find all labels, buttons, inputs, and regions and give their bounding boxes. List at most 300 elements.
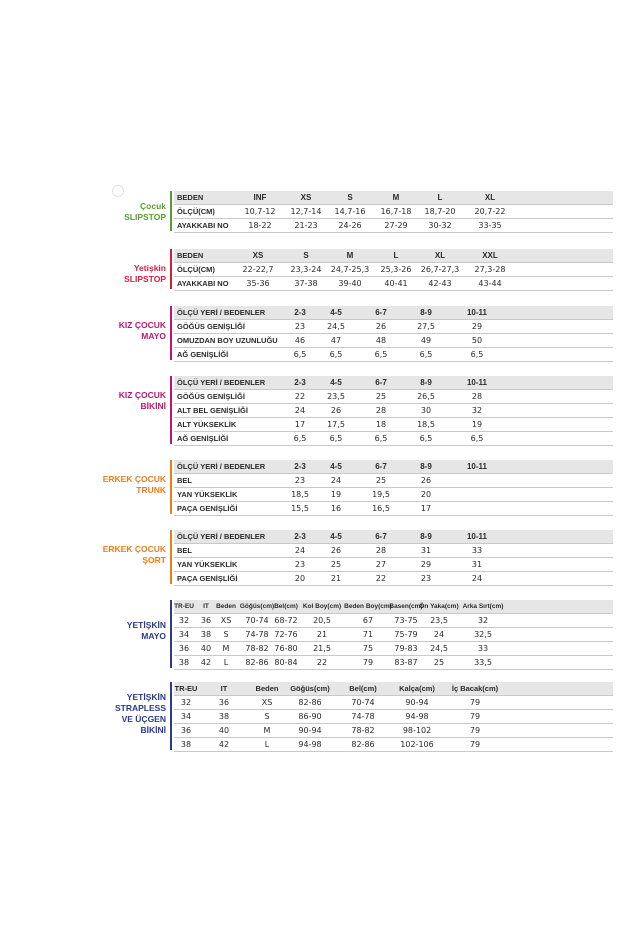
table-cell: 24,7-25,3 (330, 265, 370, 274)
table-row (174, 320, 613, 334)
table-cell: 70-74 (245, 616, 269, 625)
header-cell: M (346, 251, 354, 260)
header-cell: 6-7 (375, 462, 387, 471)
table-cell: 33 (477, 644, 489, 653)
table-cell: 20 (294, 574, 306, 583)
table-row (174, 642, 613, 656)
table-cell: 30 (420, 406, 432, 415)
table-cell: 6,5 (470, 350, 484, 359)
table-row (174, 572, 613, 586)
header-cell: 10-11 (466, 462, 488, 471)
section-label (100, 544, 166, 566)
table-cell: 24 (294, 546, 306, 555)
table-cell: 6,5 (374, 434, 388, 443)
table-cell: 26 (420, 476, 432, 485)
header-cell: Bel(cm) (349, 684, 377, 693)
table-header-row (174, 249, 613, 263)
table-header-row (174, 376, 613, 390)
table-cell: 15,5 (291, 504, 309, 513)
table-cell: 67 (362, 616, 374, 625)
header-cell: Ön Yaka(cm) (419, 603, 459, 610)
section-yetiskin-mayo (100, 600, 520, 670)
accent-bar (170, 600, 172, 668)
accent-bar (170, 306, 172, 360)
table-cell: BEL (177, 476, 192, 485)
table-cell: 26,5 (417, 392, 435, 401)
table-cell: AĞ GENİŞLİĞİ (177, 434, 229, 443)
table-cell: 24,5 (430, 644, 448, 653)
table-cell: 21 (316, 630, 328, 639)
table-cell: GÖĞÜS GENİŞLİĞİ (177, 322, 245, 331)
label-line: SLIPSTOP (124, 274, 166, 284)
header-cell: M (392, 193, 400, 202)
header-cell: XL (484, 193, 496, 202)
table-cell: 25 (330, 560, 342, 569)
table-cell: 46 (294, 336, 306, 345)
table-cell: 36 (178, 644, 190, 653)
table-cell: 25 (433, 658, 445, 667)
table-cell: 16,7-18 (380, 207, 412, 216)
table-cell: 76-80 (274, 644, 298, 653)
header-cell: 4-5 (330, 462, 342, 471)
header-cell: 8-9 (420, 308, 432, 317)
table-cell: 24 (433, 630, 445, 639)
table-cell: 42 (200, 658, 212, 667)
section-erkek-cocuk-trunk (100, 460, 520, 516)
table-row (174, 263, 613, 277)
header-cell: S (347, 193, 353, 202)
header-cell: BEDEN (177, 251, 204, 260)
table-cell: M (222, 644, 230, 653)
table-cell: 74-78 (245, 630, 269, 639)
table-row (174, 656, 613, 670)
table-cell: 18-22 (248, 221, 272, 230)
header-cell: Beden (216, 603, 236, 610)
table-cell: 17,5 (327, 420, 345, 429)
table-cell: AYAKKABI NO (177, 279, 229, 288)
table-cell: 36 (200, 616, 212, 625)
header-cell: 6-7 (375, 532, 387, 541)
table-row (174, 277, 613, 291)
table-cell: 36 (180, 726, 192, 735)
table-cell: 40 (200, 644, 212, 653)
table-cell: 21-23 (294, 221, 318, 230)
label-line: BİKİNİ (140, 401, 166, 411)
table-cell: 32 (180, 698, 192, 707)
table-cell: 23 (294, 476, 306, 485)
table-cell: 83-87 (394, 658, 418, 667)
table-header-row (174, 191, 613, 205)
table-cell: 24 (330, 476, 342, 485)
table-cell: S (223, 630, 229, 639)
table-cell: 75 (362, 644, 374, 653)
table-header-row (174, 600, 613, 614)
table-cell: 34 (178, 630, 190, 639)
header-cell: Kol Boy(cm) (302, 603, 342, 610)
header-cell: Göğüs(cm) (239, 603, 275, 610)
table-cell: 32 (178, 616, 190, 625)
label-line: TRUNK (136, 485, 166, 495)
header-cell: XXL (482, 251, 498, 260)
table-row (174, 696, 613, 710)
table-cell: 79 (469, 726, 481, 735)
section-cocuk-slipstop (100, 191, 520, 235)
table-cell: 19 (471, 420, 483, 429)
table-row (174, 404, 613, 418)
table-cell: ALT YÜKSEKLİK (177, 420, 237, 429)
table-cell: 14,7-16 (334, 207, 366, 216)
table-header-row (174, 460, 613, 474)
table-cell: 22 (294, 392, 306, 401)
table-cell: 18 (375, 420, 387, 429)
label-line: SLIPSTOP (124, 212, 166, 222)
table-cell: 23 (294, 560, 306, 569)
size-table (174, 682, 613, 752)
header-cell: INF (253, 193, 267, 202)
section-yetiskin-strapless-bikini (100, 682, 520, 752)
table-cell: XS (220, 616, 232, 625)
table-cell: 36 (218, 698, 230, 707)
label-line: BİKİNİ (140, 725, 166, 735)
table-cell: 31 (420, 546, 432, 555)
section-kiz-cocuk-mayo (100, 306, 520, 362)
header-cell: 8-9 (420, 378, 432, 387)
table-cell: L (223, 658, 229, 667)
header-cell: XL (434, 251, 446, 260)
table-cell: 16 (330, 504, 342, 513)
table-cell: 79 (362, 658, 374, 667)
header-cell: ÖLÇÜ YERİ / BEDENLER (177, 532, 266, 541)
table-cell: 35-36 (246, 279, 270, 288)
table-cell: 20 (420, 490, 432, 499)
header-cell: Beden Boy(cm) (344, 603, 392, 610)
table-cell: 27,5 (417, 322, 435, 331)
table-cell: 24 (294, 406, 306, 415)
header-cell: S (303, 251, 309, 260)
section-label (100, 692, 166, 736)
table-cell: 27 (375, 560, 387, 569)
table-header-row (174, 682, 613, 696)
table-cell: 32,5 (474, 630, 492, 639)
accent-bar (170, 460, 172, 514)
table-cell: S (264, 712, 270, 721)
table-cell: 34 (180, 712, 192, 721)
accent-bar (170, 191, 172, 231)
table-row (174, 614, 613, 628)
header-cell: Göğüs(cm) (290, 684, 330, 693)
table-cell: 6,5 (419, 434, 433, 443)
table-cell: 102-106 (400, 740, 434, 749)
header-cell: 8-9 (420, 532, 432, 541)
table-row (174, 348, 613, 362)
table-row (174, 418, 613, 432)
table-row (174, 710, 613, 724)
table-cell: 6,5 (329, 434, 343, 443)
table-cell: 23,3-24 (290, 265, 322, 274)
header-cell: 10-11 (466, 378, 488, 387)
table-cell: 6,5 (419, 350, 433, 359)
label-line: YETİŞKİN (126, 620, 166, 630)
header-cell: 10-11 (466, 308, 488, 317)
label-line: ERKEK ÇOCUK (102, 474, 166, 484)
table-cell: 70-74 (351, 698, 375, 707)
header-cell: L (437, 193, 443, 202)
table-cell: AĞ GENİŞLİĞİ (177, 350, 229, 359)
table-cell: 75-79 (394, 630, 418, 639)
table-cell: 6,5 (470, 434, 484, 443)
table-cell: OMUZDAN BOY UZUNLUĞU (177, 336, 278, 345)
table-cell: 6,5 (374, 350, 388, 359)
table-header-row (174, 306, 613, 320)
table-cell: 42 (218, 740, 230, 749)
table-cell: 47 (330, 336, 342, 345)
table-cell: 31 (471, 560, 483, 569)
section-label (100, 620, 166, 642)
header-cell: 6-7 (375, 308, 387, 317)
header-cell: Beden (255, 684, 279, 693)
size-table (174, 249, 613, 291)
label-line: ŞORT (142, 555, 166, 565)
table-cell: 23,5 (327, 392, 345, 401)
table-row (174, 724, 613, 738)
table-cell: 71 (362, 630, 374, 639)
table-cell: 38 (178, 658, 190, 667)
table-row (174, 628, 613, 642)
table-cell: 17 (294, 420, 306, 429)
label-line: Yetişkin (133, 263, 166, 273)
header-cell: 6-7 (375, 378, 387, 387)
table-cell: 38 (180, 740, 192, 749)
header-cell: ÖLÇÜ YERİ / BEDENLER (177, 308, 266, 317)
table-cell: 74-78 (351, 712, 375, 721)
header-cell: 4-5 (330, 532, 342, 541)
table-cell: 48 (375, 336, 387, 345)
table-cell: 38 (200, 630, 212, 639)
header-cell: 4-5 (330, 308, 342, 317)
table-cell: 38 (218, 712, 230, 721)
size-table (174, 600, 613, 670)
table-cell: 12,7-14 (290, 207, 322, 216)
table-cell: 25,3-26 (380, 265, 412, 274)
table-cell: 6,5 (329, 350, 343, 359)
table-cell: 19,5 (372, 490, 390, 499)
label-line: KIZ ÇOCUK (118, 320, 166, 330)
table-cell: GÖĞÜS GENİŞLİĞİ (177, 392, 245, 401)
table-cell: L (264, 740, 270, 749)
table-cell: 17 (420, 504, 432, 513)
table-cell: 40-41 (384, 279, 408, 288)
table-cell: 33-35 (478, 221, 502, 230)
table-cell: AYAKKABI NO (177, 221, 229, 230)
table-cell: 10,7-12 (244, 207, 276, 216)
table-cell: 86-90 (298, 712, 322, 721)
table-cell: 94-98 (405, 712, 429, 721)
table-cell: 23 (420, 574, 432, 583)
label-line: MAYO (141, 631, 166, 641)
table-row (174, 474, 613, 488)
header-cell: Kalça(cm) (399, 684, 435, 693)
header-cell: BEDEN (177, 193, 204, 202)
table-cell: 98-102 (402, 726, 432, 735)
table-cell: M (263, 726, 271, 735)
table-cell: 82-86 (245, 658, 269, 667)
size-table (174, 460, 613, 516)
table-row (174, 390, 613, 404)
table-cell: 79 (469, 712, 481, 721)
table-cell: 49 (420, 336, 432, 345)
header-cell: 10-11 (466, 532, 488, 541)
label-line: MAYO (141, 331, 166, 341)
table-cell: 24-26 (338, 221, 362, 230)
table-cell: 18,5 (291, 490, 309, 499)
header-cell: 8-9 (420, 462, 432, 471)
table-cell: 27,3-28 (474, 265, 506, 274)
table-cell: 40 (218, 726, 230, 735)
table-cell: 26 (330, 546, 342, 555)
table-row (174, 334, 613, 348)
table-cell: ÖLÇÜ(CM) (177, 207, 215, 216)
section-label (100, 390, 166, 412)
table-header-row (174, 530, 613, 544)
header-cell: 4-5 (330, 378, 342, 387)
table-cell: 25 (375, 392, 387, 401)
accent-bar (170, 376, 172, 444)
table-cell: 20,5 (313, 616, 331, 625)
table-cell: 33,5 (474, 658, 492, 667)
section-label (100, 474, 166, 496)
table-cell: 82-86 (298, 698, 322, 707)
table-cell: 28 (471, 392, 483, 401)
table-cell: 29 (420, 560, 432, 569)
label-line: ERKEK ÇOCUK (102, 544, 166, 554)
section-label (100, 201, 166, 223)
table-cell: 73-75 (394, 616, 418, 625)
label-line: STRAPLESS (114, 703, 166, 713)
accent-bar (170, 682, 172, 750)
table-cell: 78-82 (351, 726, 375, 735)
header-cell: Arka Sırt(cm) (462, 603, 504, 610)
table-cell: 21,5 (313, 644, 331, 653)
section-erkek-cocuk-sort (100, 530, 520, 586)
table-cell: 82-86 (351, 740, 375, 749)
table-cell: 24 (471, 574, 483, 583)
table-row (174, 432, 613, 446)
table-row (174, 544, 613, 558)
label-line: VE ÜÇGEN (121, 714, 166, 724)
table-cell: 28 (375, 546, 387, 555)
size-table (174, 530, 613, 586)
table-cell: 79-83 (394, 644, 418, 653)
table-cell: 6,5 (293, 434, 307, 443)
table-cell: 6,5 (293, 350, 307, 359)
size-table (174, 376, 613, 446)
header-cell: Basen(cm) (389, 603, 423, 610)
table-row (174, 205, 613, 219)
accent-bar (170, 530, 172, 584)
table-cell: 30-32 (428, 221, 452, 230)
accent-bar (170, 249, 172, 289)
table-cell: YAN YÜKSEKLİK (177, 560, 238, 569)
table-cell: 72-76 (274, 630, 298, 639)
table-row (174, 488, 613, 502)
section-label (100, 320, 166, 342)
table-cell: 50 (471, 336, 483, 345)
table-cell: 22 (316, 658, 328, 667)
label-line: Çocuk (140, 201, 166, 211)
size-table (174, 306, 613, 362)
table-cell: ÖLÇÜ(CM) (177, 265, 215, 274)
table-row (174, 219, 613, 233)
table-cell: 80-84 (274, 658, 298, 667)
header-cell: IT (203, 603, 209, 610)
table-cell: 18,7-20 (424, 207, 456, 216)
header-cell: İç Bacak(cm) (451, 684, 499, 693)
table-cell: 23 (294, 322, 306, 331)
table-cell: 29 (471, 322, 483, 331)
table-cell: 23,5 (430, 616, 448, 625)
table-row (174, 502, 613, 516)
label-line: KIZ ÇOCUK (118, 390, 166, 400)
header-cell: Bel(cm) (274, 603, 298, 610)
table-cell: 16,5 (372, 504, 390, 513)
table-cell: 22 (375, 574, 387, 583)
table-cell: 32 (477, 616, 489, 625)
header-cell: TR-EU (174, 684, 198, 693)
table-cell: 39-40 (338, 279, 362, 288)
section-kiz-cocuk-bikini (100, 376, 520, 446)
table-cell: BEL (177, 546, 192, 555)
header-cell: IT (220, 684, 228, 693)
header-cell: XS (252, 251, 264, 260)
table-cell: 37-38 (294, 279, 318, 288)
table-cell: YAN YÜKSEKLİK (177, 490, 238, 499)
table-cell: 90-94 (405, 698, 429, 707)
section-label (100, 263, 166, 285)
table-cell: 28 (375, 406, 387, 415)
header-cell: 2-3 (294, 378, 306, 387)
header-cell: 2-3 (294, 308, 306, 317)
table-cell: 21 (330, 574, 342, 583)
table-row (174, 738, 613, 752)
table-cell: 68-72 (274, 616, 298, 625)
table-cell: 25 (375, 476, 387, 485)
header-cell: 2-3 (294, 462, 306, 471)
table-cell: 26 (330, 406, 342, 415)
header-cell: ÖLÇÜ YERİ / BEDENLER (177, 378, 266, 387)
table-cell: 19 (330, 490, 342, 499)
table-cell: 43-44 (478, 279, 502, 288)
header-cell: L (393, 251, 399, 260)
label-line: YETİŞKİN (126, 692, 166, 702)
table-cell: PAÇA GENİŞLİĞİ (177, 574, 238, 583)
table-cell: 26 (375, 322, 387, 331)
table-cell: PAÇA GENİŞLİĞİ (177, 504, 238, 513)
table-cell: 33 (471, 546, 483, 555)
size-table (174, 191, 613, 233)
table-cell: 94-98 (298, 740, 322, 749)
header-cell: XS (300, 193, 312, 202)
table-cell: 20,7-22 (474, 207, 506, 216)
header-cell: ÖLÇÜ YERİ / BEDENLER (177, 462, 266, 471)
table-cell: 22-22,7 (242, 265, 274, 274)
table-cell: 79 (469, 740, 481, 749)
header-cell: 2-3 (294, 532, 306, 541)
table-cell: 79 (469, 698, 481, 707)
table-cell: 26,7-27,3 (420, 265, 460, 274)
table-cell: 32 (471, 406, 483, 415)
table-cell: 42-43 (428, 279, 452, 288)
table-cell: 18,5 (417, 420, 435, 429)
